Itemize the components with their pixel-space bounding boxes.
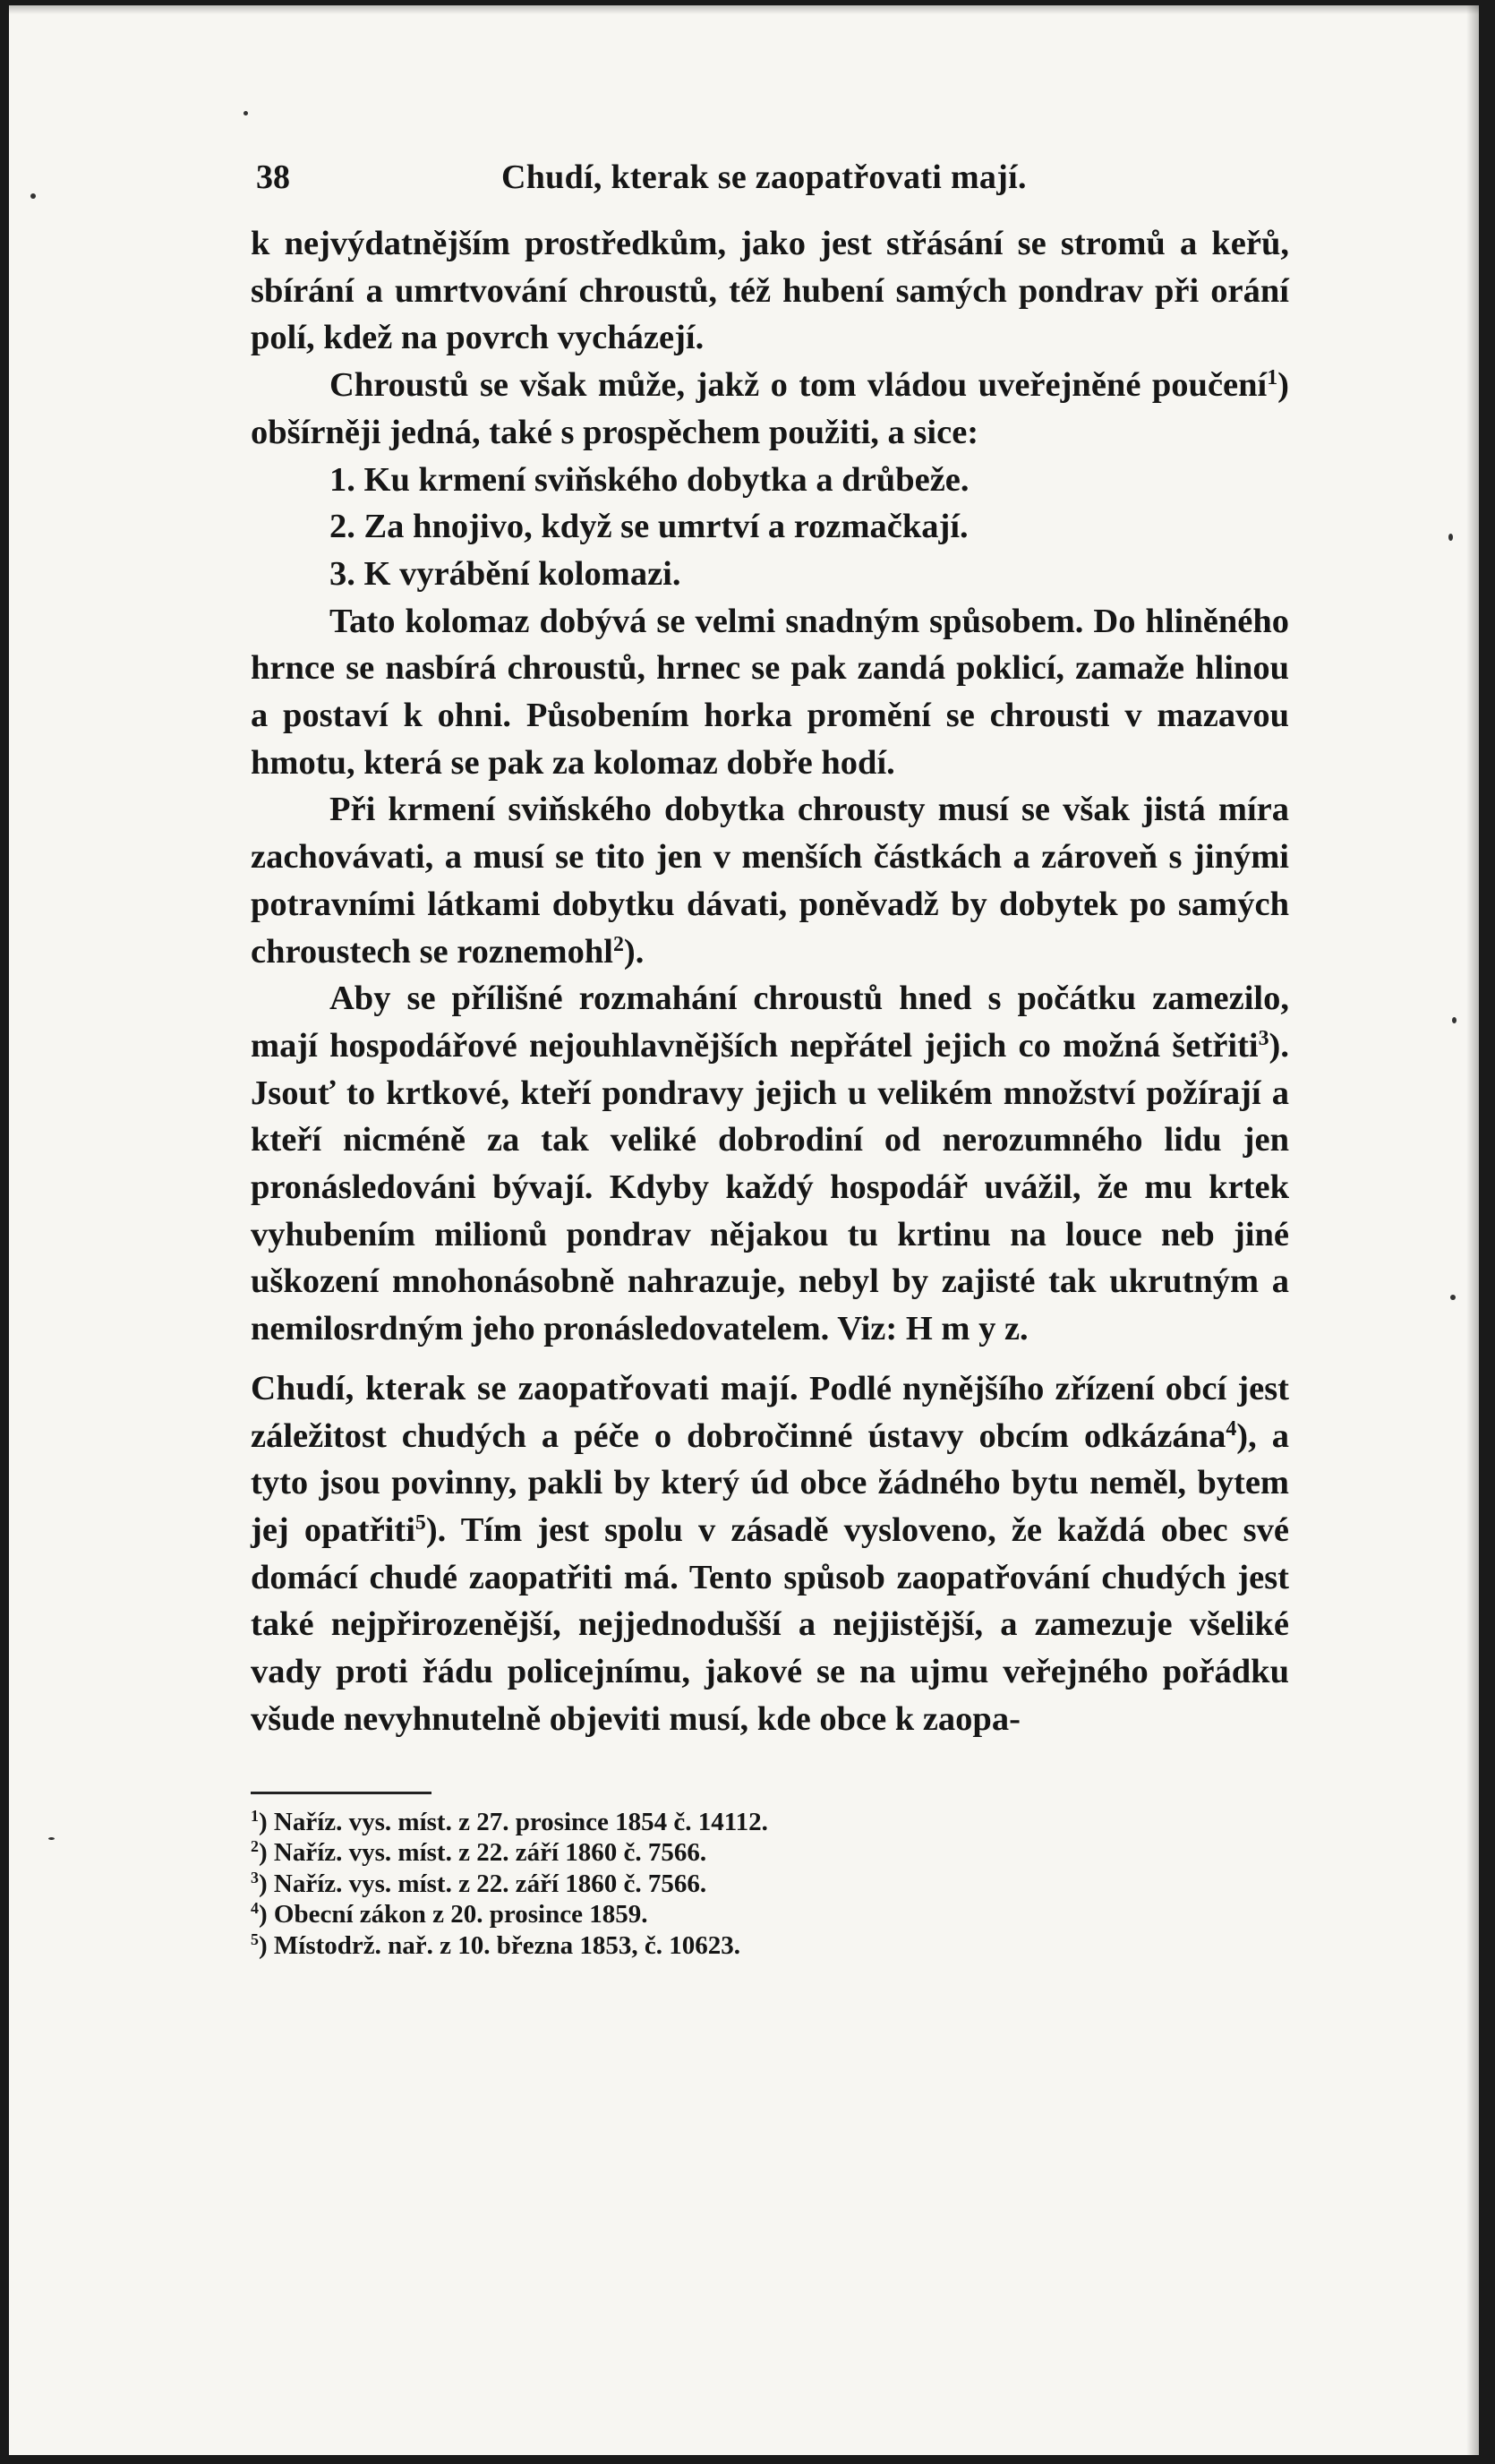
paragraph-text: Při krmení sviňského dobytka chrousty musí se však jistá míra zachovávati, a musí se tito jen v menších částkách a zároveň s jinými potravními látkami dobytku dávati, poněvadž by dobytek po samých chroustech se roznemohl [251, 791, 1289, 971]
scan-speck [1452, 1017, 1457, 1023]
footnote-mark: 4 [251, 1899, 259, 1918]
paragraph [251, 598, 1289, 787]
footnote-divider [251, 1792, 431, 1794]
footnote [251, 1869, 1289, 1900]
scan-speck [1448, 534, 1453, 541]
footnote [251, 1899, 1289, 1930]
running-title: Chudí, kterak se zaopatřovati mají. [501, 158, 1027, 196]
page-content [251, 149, 1289, 1961]
footnote-mark: 3 [251, 1868, 259, 1886]
footnote-text: ) Místodrž. nař. z 10. března 1853, č. 10623. [258, 1930, 740, 1960]
paragraph [251, 786, 1289, 975]
list-item-text: 2. Za hnojivo, když se umrtví a rozmačkají. [329, 508, 969, 546]
footnote-text: ) Obecní zákon z 20. prosince 1859. [258, 1900, 648, 1929]
list-item [251, 551, 1289, 598]
page-top-shadow [9, 5, 1479, 14]
section-paragraph [251, 1365, 1289, 1743]
running-header [251, 149, 1289, 220]
footnote-text: ) Naříz. vys. míst. z 22. září 1860 č. 7566. [258, 1838, 707, 1867]
paragraph-text: Aby se přílišné rozmahání chroustů hned s počátku zamezilo, mají hospodářové nejouhlavnějších nepřátel jejich co možná šetřiti [251, 980, 1289, 1065]
list-item-text: 3. K vyrábění kolomazi. [329, 554, 681, 593]
footnote-mark: 5 [251, 1929, 259, 1948]
paragraph [251, 975, 1289, 1353]
scan-speck [30, 193, 36, 199]
page-edge-shadow [1466, 5, 1479, 2455]
paragraph-text: Podlé nynějšího zřízení obcí jest záležitost chudých a péče o dobročinné ústavy obcím odkázána [251, 1369, 1289, 1455]
scan-speck [48, 1837, 55, 1840]
page-number: 38 [256, 158, 290, 196]
body-text [251, 220, 1289, 1743]
footnote-reference: 5 [414, 1510, 426, 1535]
paragraph [251, 220, 1289, 362]
list-item-text: 1. Ku krmení sviňského dobytka a drůbeže. [329, 460, 970, 499]
paragraph-text: ). Jsouť to krtkové, kteří pondravy jejich u velikém množství požírají a kteří nicméně za tak veliké dobrodiní od nerozumného lidu jen pronásledováni bývají. Kdyby každý hospodář uvážil, že mu krtek vyhubením milionů pondrav nějakou tu krtinu na louce neb jiné uškození mnohonásobně nahrazuje, nebyl by zajisté tak ukrutným a nemilosrdným jeho pronásledovatelem. Viz: H m y z. [251, 1026, 1289, 1348]
footnote-reference: 4 [1226, 1416, 1237, 1441]
footnote-text: ) Naříz. vys. míst. z 27. prosince 1854 č. 14112. [258, 1807, 768, 1836]
footnote [251, 1837, 1289, 1869]
scan-speck [1450, 1295, 1456, 1300]
paragraph-text: Tato kolomaz dobývá se velmi snadným spůsobem. Do hliněného hrnce se nasbírá chroustů, hrnec se pak zandá poklicí, zamaže hlinou a postaví k ohni. Působením horka promění se chrousti v mazavou hmotu, která se pak za kolomaz dobře hodí. [251, 602, 1289, 782]
footnote-reference: 3 [1258, 1026, 1269, 1050]
footnote [251, 1930, 1289, 1962]
paragraph-text: ). [623, 932, 645, 971]
footnote-mark: 1 [251, 1806, 259, 1825]
footnote-reference: 2 [612, 932, 624, 956]
paragraph [251, 362, 1289, 456]
section-title: Chudí, kterak se zaopatřovati mají. [251, 1368, 799, 1407]
paragraph-text: Chroustů se však může, jakž o tom vládou uveřejněné poučení [329, 366, 1268, 405]
footnote-reference: 1 [1267, 365, 1278, 389]
footnote [251, 1807, 1289, 1838]
paragraph-text: ) obšírněji jedná, také s prospěchem použiti, a sice: [251, 366, 1289, 451]
footnotes [251, 1807, 1289, 1962]
footnote-mark: 2 [251, 1837, 259, 1856]
paragraph-text: ), a tyto jsou povinny, pakli by který úd obce žádného bytu neměl, bytem jej opatřiti [251, 1416, 1289, 1549]
scanned-page [9, 5, 1479, 2455]
paragraph-text: k nejvýdatnějším prostředkům, jako jest střásání se stromů a keřů, sbírání a umrtvování chroustů, též hubení samých pondrav při orání polí, kdež na povrch vycházejí. [251, 225, 1289, 357]
list-item [251, 503, 1289, 551]
footnote-text: ) Naříz. vys. míst. z 22. září 1860 č. 7566. [258, 1869, 707, 1898]
list-item [251, 457, 1289, 504]
scan-speck [243, 111, 248, 116]
paragraph-text: ). Tím jest spolu v zásadě vysloveno, že každá obec své domácí chudé zaopatřiti má. Tento spůsob zaopatřování chudých jest také nejpřirozenější, nejjednodušší a nejjistější, a zamezuje všeliké vady proti řádu policejnímu, jakové se na ujmu veřejného pořádku všude nevyhnutelně objeviti musí, kde obce k zaopa- [251, 1510, 1289, 1738]
